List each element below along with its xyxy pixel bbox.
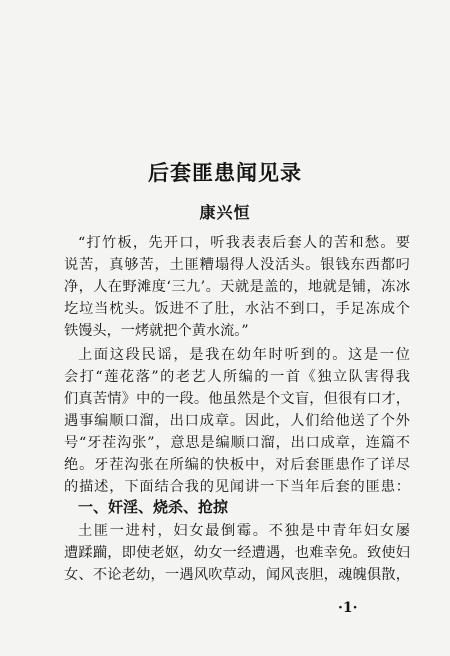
text-line: 圪垃当枕头。饭进不了肚，水沾不到口，手足冻成个 — [64, 301, 410, 317]
text-line: 遇事编顺口溜，出口成章。因此，人们给他送了个外 — [64, 413, 410, 429]
text-line: 上面这段民谣，是我在幼年时听到的。这是一位 — [78, 347, 410, 363]
text-line: 净，人在野滩度‘三九’。天就是盖的，地就是铺，冻冰 — [64, 279, 410, 295]
author-name: 康兴恒 — [199, 203, 251, 222]
text-line: 们真苦情》中的一段。他虽然是个文盲，但很有口才， — [64, 391, 410, 407]
text-line: “打竹板，先开口，听我表表后套人的苦和愁。要 — [78, 235, 410, 251]
text-line: 绝。牙茬沟张在所编的快板中，对后套匪患作了详尽 — [64, 457, 410, 473]
text-line: 说苦，真够苦，土匪糟塌得人没活头。银钱东西都叼 — [64, 257, 410, 273]
text-line: 遭蹂躏，即使老妪，幼女一经遭遇，也难幸免。致使妇 — [64, 545, 410, 561]
text-line: 女、不论老幼，一遇风吹草动，闻风丧胆，魂魄俱散， — [64, 567, 410, 583]
text-line: 土匪一进村，妇女最倒霉。不独是中青年妇女屡 — [78, 523, 410, 539]
text-line: 会打“莲花落”的老艺人所编的一首《独立队害得我 — [64, 369, 410, 385]
text-line: 铁馒头，一烤就把个黄水流。” — [64, 323, 249, 339]
text-line: 的描述，下面结合我的见闻讲一下当年后套的匪患： — [64, 479, 410, 495]
text-line: 号“牙茬沟张”，意思是编顺口溜，出口成章，连篇不 — [64, 435, 410, 451]
article-title: 后套匪患闻见录 — [148, 161, 302, 185]
section-heading: 一、奸淫、烧杀、抢掠 — [78, 498, 229, 516]
page-number: ·1· — [338, 600, 358, 616]
